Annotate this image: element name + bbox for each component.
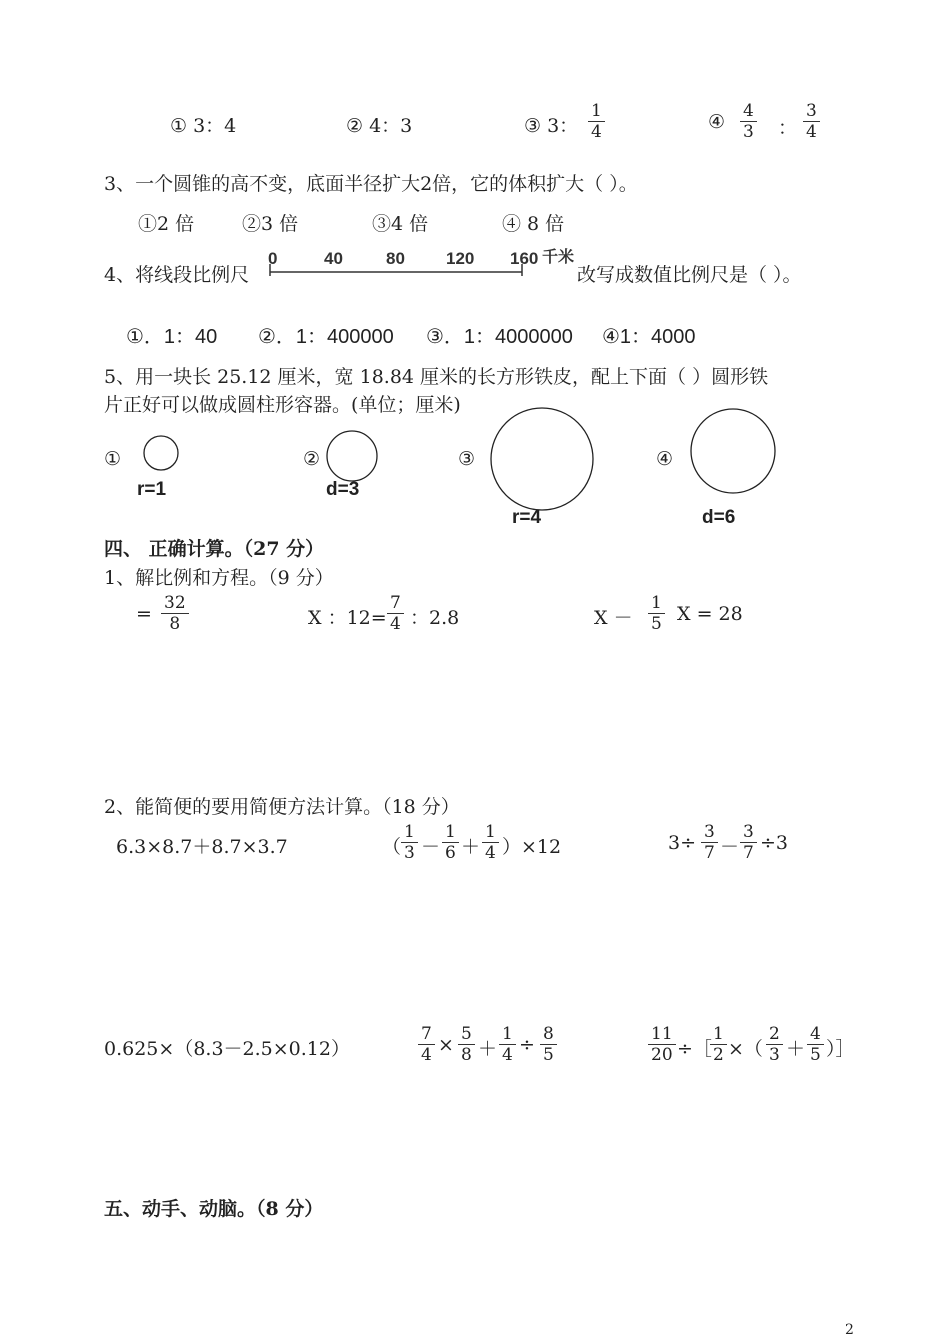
calc-3-fraction-1: $\frac{3}{7}$ bbox=[701, 822, 718, 863]
circle-4-label: d=6 bbox=[702, 507, 736, 528]
q2-option-4-colon: ： bbox=[778, 117, 798, 139]
calc-5-op-3: ÷ bbox=[519, 1034, 535, 1056]
question-3-text: 3、一个圆锥的高不变，底面半径扩大2倍，它的体积扩大（ ）。 bbox=[104, 173, 638, 195]
calc-3-fraction-2: $\frac{3}{7}$ bbox=[740, 822, 757, 863]
circle-1-label: r=1 bbox=[137, 479, 167, 500]
line-segment-scale bbox=[266, 244, 578, 280]
q2-option-4-label: ④ bbox=[708, 111, 726, 133]
q3-option-3: ③4 倍 bbox=[372, 213, 429, 235]
q4-option-3: ③．1：4000000 bbox=[426, 326, 573, 348]
calc-6-close: ）］ bbox=[826, 1038, 855, 1060]
calc-5-fraction-4: $\frac{8}{5}$ bbox=[540, 1024, 557, 1065]
equation-2-fraction: $\frac{7}{4}$ bbox=[387, 593, 404, 634]
calc-2-fraction-3: $\frac{1}{4}$ bbox=[482, 822, 499, 863]
circle-4-marker: ④ bbox=[656, 448, 674, 470]
q2-option-3-label: ③ 3： bbox=[524, 115, 579, 137]
calc-6-op-3: ＋ bbox=[786, 1038, 806, 1060]
question-5-line-2: 片正好可以做成圆柱形容器。(单位；厘米) bbox=[104, 394, 461, 416]
circle-1-shape bbox=[142, 434, 180, 472]
calc-2-op-2: ＋ bbox=[461, 836, 481, 858]
calc-5-fraction-3: $\frac{1}{4}$ bbox=[499, 1024, 516, 1065]
circle-2-shape bbox=[325, 429, 379, 483]
circle-4-shape bbox=[689, 407, 777, 495]
circle-3-marker: ③ bbox=[458, 448, 476, 470]
q2-option-3-fraction: $\frac{1}{4}$ bbox=[588, 101, 605, 142]
page-number: 2 bbox=[845, 1322, 854, 1338]
equation-1-prefix: = bbox=[136, 603, 152, 625]
section-5-title: 五、动手、动脑。（8 分） bbox=[104, 1198, 324, 1220]
question-4-text-before: 4、将线段比例尺 bbox=[104, 264, 250, 286]
q2-option-1: ① 3：4 bbox=[170, 115, 237, 137]
section-4-title: 四、 正确计算。（27 分） bbox=[104, 538, 325, 560]
calc-2-fraction-1: $\frac{1}{3}$ bbox=[401, 822, 418, 863]
calc-2-close: ）×12 bbox=[502, 836, 562, 858]
calc-6-fraction-4: $\frac{4}{5}$ bbox=[807, 1024, 824, 1065]
circle-1-marker: ① bbox=[104, 448, 122, 470]
q4-option-4: ④1：4000 bbox=[602, 326, 696, 348]
circle-3-label: r=4 bbox=[512, 507, 542, 528]
scale-label-40: 40 bbox=[324, 249, 343, 268]
calc-5-op-1: × bbox=[438, 1034, 454, 1056]
calc-6-op-2: ×（ bbox=[728, 1038, 763, 1060]
q3-option-4: ④ 8 倍 bbox=[502, 213, 565, 235]
calc-2-fraction-2: $\frac{1}{6}$ bbox=[442, 822, 459, 863]
equation-2-part-b: ：2.8 bbox=[410, 607, 460, 629]
scale-label-0: 0 bbox=[268, 249, 278, 268]
equation-3-fraction: $\frac{1}{5}$ bbox=[648, 593, 665, 634]
calc-6-fraction-3: $\frac{2}{3}$ bbox=[766, 1024, 783, 1065]
section-4-sub-1: 1、解比例和方程。（9 分） bbox=[104, 567, 334, 589]
calc-2-open: （ bbox=[382, 836, 402, 858]
calc-5-fraction-1: $\frac{7}{4}$ bbox=[418, 1024, 435, 1065]
q2-option-2: ② 4：3 bbox=[346, 115, 413, 137]
equation-1-fraction: $\frac{32}{8}$ bbox=[161, 593, 189, 634]
equation-3-part-a: X － bbox=[594, 607, 633, 629]
q3-option-1: ①2 倍 bbox=[138, 213, 195, 235]
q2-option-4-fraction-a: $\frac{4}{3}$ bbox=[740, 101, 757, 142]
scale-label-80: 80 bbox=[386, 249, 405, 268]
calc-6-op-1: ÷［ bbox=[677, 1038, 712, 1060]
circle-2-label: d=3 bbox=[326, 479, 360, 500]
q2-option-4-fraction-b: $\frac{3}{4}$ bbox=[803, 101, 820, 142]
section-4-sub-2: 2、能简便的要用简便方法计算。（18 分） bbox=[104, 796, 460, 818]
circle-2-marker: ② bbox=[303, 448, 321, 470]
scale-label-120: 120 bbox=[446, 249, 475, 268]
calc-5-op-2: ＋ bbox=[478, 1038, 498, 1060]
calc-2-op-1: － bbox=[421, 836, 441, 858]
scale-unit: 千米 bbox=[542, 249, 575, 266]
q4-option-2: ②．1：400000 bbox=[258, 326, 394, 348]
calc-3-part-b: ÷3 bbox=[760, 832, 789, 854]
calc-3-part-a: 3÷ bbox=[668, 832, 697, 854]
q4-option-1: ①．1：40 bbox=[126, 326, 218, 348]
calc-5-fraction-2: $\frac{5}{8}$ bbox=[458, 1024, 475, 1065]
calc-6-fraction-2: $\frac{1}{2}$ bbox=[710, 1024, 727, 1065]
calc-1: 6.3×8.7＋8.7×3.7 bbox=[116, 836, 288, 858]
calc-3-op: － bbox=[720, 836, 740, 858]
circle-3-shape bbox=[489, 406, 595, 512]
question-5-line-1: 5、用一块长 25.12 厘米，宽 18.84 厘米的长方形铁皮，配上下面（ ）圆形铁 bbox=[104, 366, 769, 388]
equation-3-part-b: X = 28 bbox=[677, 603, 743, 625]
calc-6-fraction-1: $\frac{11}{20}$ bbox=[648, 1024, 676, 1065]
calc-4: 0.625×（8.3－2.5×0.12） bbox=[104, 1038, 350, 1060]
scale-label-160: 160 bbox=[510, 249, 539, 268]
q3-option-2: ②3 倍 bbox=[242, 213, 299, 235]
equation-2-part-a: X ：12= bbox=[308, 607, 387, 629]
question-4-text-after: 改写成数值比例尺是（ ）。 bbox=[577, 264, 802, 286]
